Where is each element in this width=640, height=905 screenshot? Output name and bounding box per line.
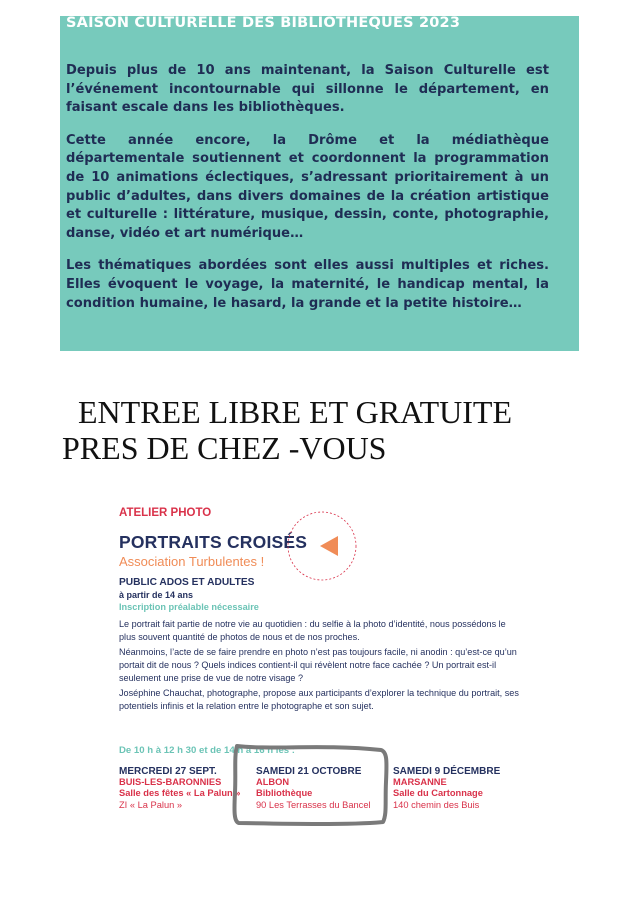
event-description (119, 618, 521, 715)
intro-body (66, 62, 549, 327)
session-address: 90 Les Terrasses du Bancel (256, 799, 371, 810)
session-venue: Salle du Cartonnage (393, 788, 483, 799)
event-audience: PUBLIC ADOS ET ADULTES (119, 577, 255, 588)
headline-line-2: PRES DE CHEZ -VOUS (62, 430, 387, 466)
session-city: MARSANNE (393, 777, 447, 788)
event-category: ATELIER PHOTO (119, 507, 212, 519)
event-registration: Inscription préalable nécessaire (119, 602, 259, 612)
intro-paragraph: Cette année encore, la Drôme et la médiathèque départementale soutiennent et coordonnent la programmation de 10 animations éclectiques, s’adressant prioritairement à un public d’adultes, dans divers domaines de la création artistique et culturelle : littérature, musique, dessin, conte, photographie, danse, vidéo et art numérique… (66, 132, 549, 241)
session-date: SAMEDI 9 DÉCEMBRE (393, 766, 501, 777)
session-date: SAMEDI 21 OCTOBRE (256, 766, 362, 777)
intro-paragraph: Les thématiques abordées sont elles aussi multiples et riches. Elles évoquent le voyage, la maternité, le handicap mental, la condition humaine, le hasard, la grande et la petite histoire… (66, 258, 549, 311)
headline-line-1: ENTREE LIBRE ET GRATUITE (62, 394, 513, 430)
event-age: à partir de 14 ans (119, 590, 194, 600)
intro-paragraph: Depuis plus de 10 ans maintenant, la Saison Culturelle est l’événement incontournable qui sillonne le département, en faisant escale dans les bibliothèques. (66, 63, 549, 116)
event-hours: De 10 h à 12 h 30 et de 14 h à 16 h les : (119, 745, 295, 756)
session-city: ALBON (256, 777, 290, 788)
intro-title: SAISON CULTURELLE DES BIBLIOTHEQUES 2023 (66, 16, 461, 31)
headline (62, 394, 512, 466)
session-venue: Salle des fêtes « La Palun » (119, 788, 241, 799)
session-date: MERCREDI 27 SEPT. (119, 766, 217, 777)
description-paragraph: Le portrait fait partie de notre vie au quotidien : du selfie à la photo d’identité, nous possédons le plus souvent quantité de photos de nous et de nos proches. (119, 619, 506, 642)
play-triangle-icon (286, 510, 358, 582)
description-paragraph: Joséphine Chauchat, photographe, propose aux participants d’explorer la technique du portrait, ses potentiels infinis et la relation entre le photographe et son sujet. (119, 687, 519, 711)
event-association: Association Turbulentes ! (119, 554, 265, 569)
session-city: BUIS-LES-BARONNIES (119, 777, 222, 788)
description-paragraph: Néanmoins, l’acte de se faire prendre en photo n’est pas toujours facile, ni anodin : qu’est-ce qu’un portait dit de nous ? Quels indices contient-il qui révèlent notre face cachée ? Un portrait est-il seulement une prise de vue de notre visage ? (119, 647, 517, 683)
session-marsanne (393, 766, 500, 811)
session-address: ZI « La Palun » (119, 799, 183, 810)
session-address: 140 chemin des Buis (393, 799, 480, 810)
session-buis (119, 766, 240, 811)
intro-panel (60, 16, 579, 351)
event-title: PORTRAITS CROISÉS (119, 532, 308, 552)
session-venue: Bibliothèque (256, 788, 313, 799)
hand-drawn-highlight-box (231, 742, 391, 827)
